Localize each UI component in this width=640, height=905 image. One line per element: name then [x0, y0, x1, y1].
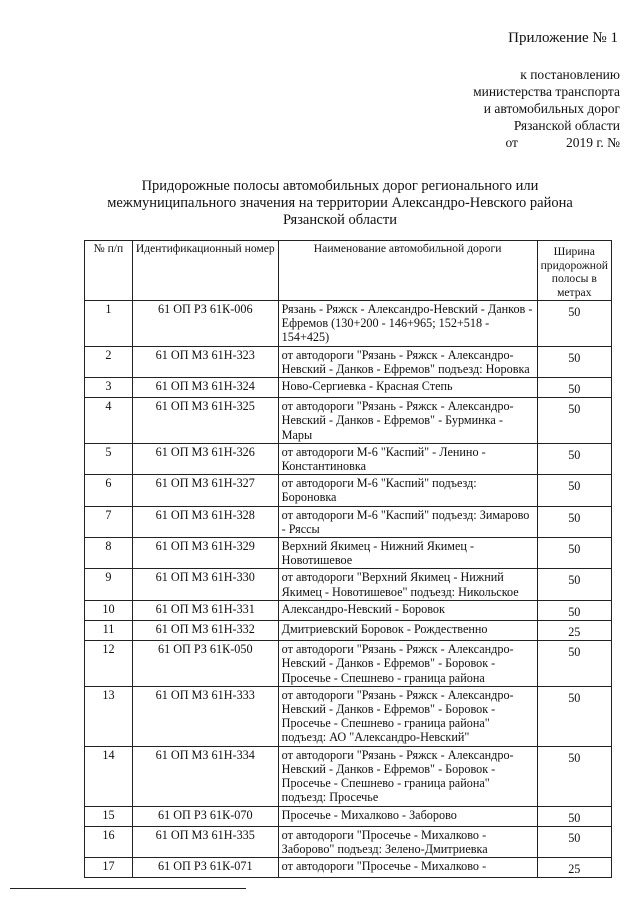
- road-id: 61 ОП РЗ 61К-070: [132, 806, 278, 826]
- title-line-3: Рязанской области: [283, 212, 397, 228]
- resolution-header: [440, 66, 620, 151]
- road-id: 61 ОП МЗ 61Н-327: [132, 475, 278, 506]
- row-number: 9: [85, 569, 133, 600]
- header-line-2: министерства транспорта: [473, 84, 620, 99]
- road-id: 61 ОП РЗ 61К-071: [132, 858, 278, 878]
- strip-width: 50: [537, 826, 611, 857]
- title-line-1: Придорожные полосы автомобильных дорог регионального или: [141, 178, 539, 194]
- road-name: Александро-Невский - Боровок: [278, 600, 537, 620]
- row-number: 6: [85, 475, 133, 506]
- header-line-3: и автомобильных дорог: [483, 101, 620, 116]
- road-id: 61 ОП МЗ 61Н-328: [132, 506, 278, 537]
- row-number: 12: [85, 641, 133, 687]
- strip-width: 50: [537, 301, 611, 347]
- strip-width: 50: [537, 346, 611, 377]
- table-row: [85, 746, 612, 806]
- road-name: от автодороги М-6 "Каспий" - Ленино - Константиновка: [278, 443, 537, 474]
- road-name: от автодороги "Рязань - Ряжск - Александро-Невский - Данков - Ефремов" - Боровок - Просечье - Спешнево - граница района" подъезд: АО "Александро-Невский": [278, 686, 537, 746]
- road-name: от автодороги "Верхний Якимец - Нижний Якимец - Новотишевое" подъезд: Никольское: [278, 569, 537, 600]
- road-id: 61 ОП МЗ 61Н-325: [132, 398, 278, 444]
- road-id: 61 ОП МЗ 61Н-323: [132, 346, 278, 377]
- road-id: 61 ОП МЗ 61Н-332: [132, 621, 278, 641]
- strip-width: 50: [537, 641, 611, 687]
- road-name: Ново-Сергиевка - Красная Степь: [278, 378, 537, 398]
- row-number: 8: [85, 538, 133, 569]
- row-number: 17: [85, 858, 133, 878]
- header-num: № п/п: [85, 241, 133, 301]
- road-name: от автодороги М-6 "Каспий" подъезд: Зимарово - Ряссы: [278, 506, 537, 537]
- row-number: 16: [85, 826, 133, 857]
- table-row: [85, 858, 612, 878]
- strip-width: 50: [537, 600, 611, 620]
- table-row: [85, 686, 612, 746]
- road-name: от автодороги "Просечье - Михалково - Заборово" подъезд: Зелено-Дмитриевка: [278, 826, 537, 857]
- row-number: 13: [85, 686, 133, 746]
- row-number: 7: [85, 506, 133, 537]
- row-number: 1: [85, 301, 133, 347]
- road-name: от автодороги "Просечье - Михалково -: [278, 858, 537, 878]
- table-header-row: [85, 241, 612, 301]
- table-row: [85, 346, 612, 377]
- table-row: [85, 398, 612, 444]
- road-id: 61 ОП МЗ 61Н-334: [132, 746, 278, 806]
- date-year: 2019 г. №: [565, 135, 620, 150]
- road-name: Просечье - Михалково - Заборово: [278, 806, 537, 826]
- title-line-2: межмуниципального значения на территории Александро-Невского района: [107, 195, 573, 211]
- table-row: [85, 378, 612, 398]
- footnote-divider: [10, 888, 246, 889]
- date-line: [440, 134, 620, 151]
- header-line-1: к постановлению: [520, 67, 620, 82]
- strip-width: 50: [537, 398, 611, 444]
- road-id: 61 ОП МЗ 61Н-329: [132, 538, 278, 569]
- strip-width: 50: [537, 378, 611, 398]
- road-id: 61 ОП РЗ 61К-006: [132, 301, 278, 347]
- road-id: 61 ОП МЗ 61Н-333: [132, 686, 278, 746]
- road-id: 61 ОП МЗ 61Н-326: [132, 443, 278, 474]
- strip-width: 50: [537, 538, 611, 569]
- road-id: 61 ОП МЗ 61Н-335: [132, 826, 278, 857]
- table-row: [85, 443, 612, 474]
- row-number: 5: [85, 443, 133, 474]
- row-number: 4: [85, 398, 133, 444]
- header-width: Ширина придорожной полосы в метрах: [537, 241, 611, 301]
- strip-width: 50: [537, 746, 611, 806]
- row-number: 2: [85, 346, 133, 377]
- table-row: [85, 641, 612, 687]
- road-name: Дмитриевский Боровок - Рождественно: [278, 621, 537, 641]
- strip-width: 50: [537, 806, 611, 826]
- road-name: Верхний Якимец - Нижний Якимец - Новотишевое: [278, 538, 537, 569]
- row-number: 3: [85, 378, 133, 398]
- row-number: 10: [85, 600, 133, 620]
- road-id: 61 ОП МЗ 61Н-324: [132, 378, 278, 398]
- road-name: от автодороги "Рязань - Ряжск - Александро-Невский - Данков - Ефремов" подъезд: Норовка: [278, 346, 537, 377]
- roads-table: [84, 240, 612, 878]
- table-row: [85, 806, 612, 826]
- table-row: [85, 826, 612, 857]
- row-number: 14: [85, 746, 133, 806]
- date-from: от: [505, 135, 518, 150]
- strip-width: 25: [537, 858, 611, 878]
- row-number: 11: [85, 621, 133, 641]
- header-name: Наименование автомобильной дороги: [278, 241, 537, 301]
- strip-width: 50: [537, 569, 611, 600]
- strip-width: 50: [537, 686, 611, 746]
- appendix-label: Приложение № 1: [508, 30, 618, 46]
- road-name: от автодороги "Рязань - Ряжск - Александро-Невский - Данков - Ефремов" - Боровок - Просечье - Спешнево - граница района: [278, 641, 537, 687]
- table-row: [85, 538, 612, 569]
- table-row: [85, 600, 612, 620]
- road-id: 61 ОП МЗ 61Н-331: [132, 600, 278, 620]
- road-name: от автодороги М-6 "Каспий" подъезд: Бороновка: [278, 475, 537, 506]
- table-row: [85, 569, 612, 600]
- header-line-4: Рязанской области: [513, 118, 620, 133]
- strip-width: 50: [537, 475, 611, 506]
- table-row: [85, 506, 612, 537]
- table-row: [85, 621, 612, 641]
- road-id: 61 ОП РЗ 61К-050: [132, 641, 278, 687]
- strip-width: 25: [537, 621, 611, 641]
- road-id: 61 ОП МЗ 61Н-330: [132, 569, 278, 600]
- road-name: от автодороги "Рязань - Ряжск - Александро-Невский - Данков - Ефремов" - Бурминка - Мары: [278, 398, 537, 444]
- road-name: Рязань - Ряжск - Александро-Невский - Данков - Ефремов (130+200 - 146+965; 152+518 - 154+425): [278, 301, 537, 347]
- road-name: от автодороги "Рязань - Ряжск - Александро-Невский - Данков - Ефремов" - Боровок - Просечье - Спешнево - граница района" подъезд: Просечье: [278, 746, 537, 806]
- header-id: Идентификационный номер: [132, 241, 278, 301]
- table-row: [85, 301, 612, 347]
- table-row: [85, 475, 612, 506]
- document-title: [60, 178, 620, 229]
- strip-width: 50: [537, 443, 611, 474]
- strip-width: 50: [537, 506, 611, 537]
- row-number: 15: [85, 806, 133, 826]
